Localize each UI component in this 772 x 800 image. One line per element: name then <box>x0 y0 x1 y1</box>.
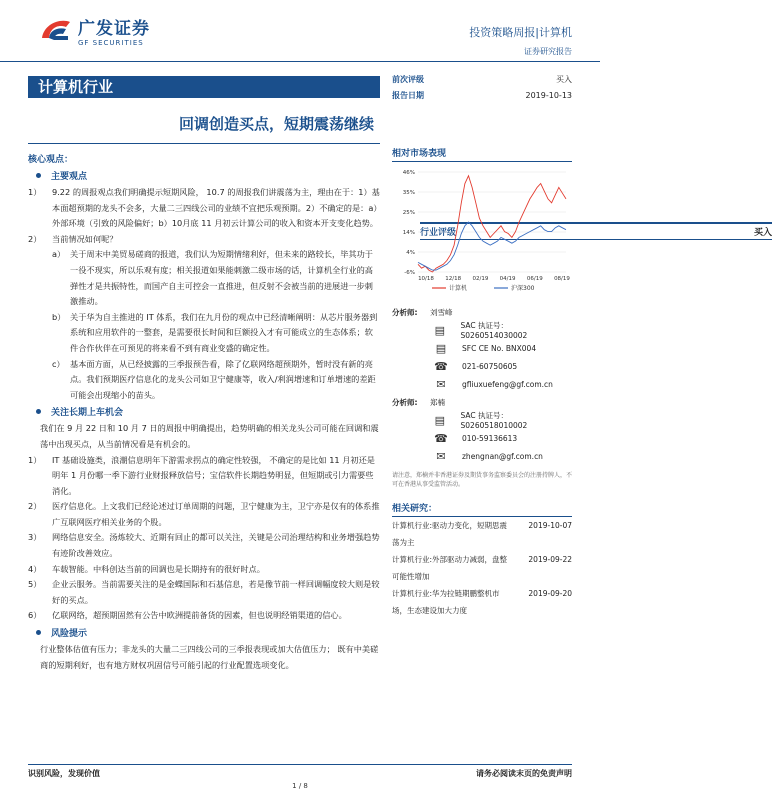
analyst-1-name: 刘雪峰 <box>430 307 453 317</box>
legend-label: 计算机 <box>449 285 468 292</box>
analyst-2-sac: SAC 执证号：S0260518010002 <box>460 411 528 430</box>
legend-label: 沪深300 <box>511 285 535 292</box>
company-logo <box>38 14 150 47</box>
id-card-icon: ▤ <box>435 341 447 355</box>
rating-label: 行业评级 <box>420 228 457 238</box>
report-type: 投资策略周报|计算机 <box>469 26 572 39</box>
report-date-label: 报告日期 <box>392 91 424 100</box>
logo-en-text: GF SECURITIES <box>78 39 144 47</box>
main-content <box>28 150 380 673</box>
main-points-heading: 主要观点 <box>36 169 380 182</box>
point-1: 1） 9.22 的周报观点我们明确提示短期风险， 10.7 的周报我们讲震荡为主，理由在于：1）基本面超预期的龙头不会多，大量二三四线公司的业绩不宜把乐观预期。2）不确定的是：a）外部环境（引致的风险偏好；b）10月底 11 月初云计算公司的收入和资本开支变化趋势。 <box>28 187 380 229</box>
prev-rating-value: 买入 <box>556 75 572 84</box>
focus-intro: 我们在 9 月 22 日和 10 月 7 日的周报中明确提出，趋势明确的相关龙头公司可能在回调和震荡中出现买点，从当前情况看是有机会的。 <box>40 423 379 449</box>
report-header <box>0 0 600 62</box>
phone-icon: ☎ <box>434 359 448 373</box>
analyst-1-sac-row <box>392 321 572 339</box>
relative-performance-chart <box>392 162 572 297</box>
series-line-1 <box>418 222 566 270</box>
x-tick-label: 06/19 <box>526 276 543 282</box>
risk-heading: 风险提示 <box>36 626 380 639</box>
related-title: 相关研究： <box>392 501 572 517</box>
x-tick-label: 08/19 <box>554 276 570 282</box>
analyst-1-mail-row <box>392 375 572 393</box>
bullet-dot-icon <box>36 409 41 414</box>
analyst-2-mail-row <box>392 447 572 465</box>
analyst-2-mail[interactable]: zhengnan@gf.com.cn <box>462 451 543 461</box>
analyst-1-name-row <box>392 303 572 321</box>
analyst-2-sac-row <box>392 411 572 429</box>
point-2a: a） 关于周末中美贸易磋商的报道，我们认为短期情绪利好，但未来的路较长，毕其功于一役不现实，所以乐观有度；相关报道如果能刺激二级市场的话，计算机全行业的高弹性才是共振特性，而国产自主可控会一直推进，但反射不会被当前的进展进一步刺激推动。 <box>52 249 373 307</box>
focus-heading: 关注长期上车机会 <box>36 405 380 418</box>
x-tick-label: 02/19 <box>472 276 489 282</box>
analyst-disclaimer: 请注意，郑楠并非香港证券及期货事务监察委员会的注册持牌人，不可在香港从事受监管活动。 <box>392 472 573 488</box>
focus-4: 4） 车载智能。中科创达当前的回调也是长期持有的很好时点。 <box>28 563 265 574</box>
x-tick-label: 12/18 <box>445 276 462 282</box>
related-item[interactable]: 计算机行业:华为拉链期鹏整机市场，生态建设加大力度 2019-09-20 <box>392 589 572 615</box>
x-tick-label: 10/18 <box>418 276 434 282</box>
related-item[interactable]: 计算机行业:驱动力变化，短期思震荡为主 2019-10-07 <box>392 521 572 547</box>
point-2c: c） 基本面方面，从已经披露的三季报预告看，除了亿联网络超预期外，暂时没有新的亮点。我们预期医疗信息化的龙头公司如卫宁健康等，收入/利润增速和订单增速的差距可能会出现缩小的苗头。 <box>52 358 376 400</box>
focus-2: 2） 医疗信息化。上文我们已经论述过订单周期的问题，卫宁健康为主，卫宁亦是仅有的体系推广互联网医疗相关业务的个股。 <box>28 501 380 527</box>
series-line-0 <box>418 176 566 272</box>
related-research <box>392 501 572 619</box>
focus-6: 6） 亿联网络，超预期固然有公告中欧洲提前备货的因素，但也说明经销渠道的信心。 <box>28 610 347 621</box>
focus-1: 1） IT 基础设施类，浪潮信息明年下游需求拐点的确定性较强， 不确定的是比如 11 月初还是明年 1 月份哪一季下游行业财报释放信号；宝信软件长期趋势明显，但短期或引力需要些消化。 <box>28 454 375 496</box>
rating-value: 买入 <box>753 228 772 238</box>
core-title: 核心观点： <box>28 155 74 165</box>
analyst-label: 分析师: <box>392 307 418 317</box>
y-tick-label: -6% <box>404 270 415 276</box>
report-subtype: 证券研究报告 <box>524 47 572 56</box>
y-tick-label: 35% <box>402 190 415 196</box>
report-date-value: 2019-10-13 <box>525 91 572 100</box>
related-item[interactable]: 计算机行业:外部驱动力减弱，盘整可能性增加 2019-09-22 <box>392 555 572 581</box>
gf-logo-icon <box>38 16 74 46</box>
industry-title: 计算机行业 <box>28 76 380 98</box>
analyst-1-mail[interactable]: gfliuxuefeng@gf.com.cn <box>462 379 553 389</box>
report-date-row <box>392 88 572 104</box>
analyst-1-tel: 021-60750605 <box>462 361 518 371</box>
y-tick-label: 25% <box>402 210 415 216</box>
footer-disclaimer: 请务必阅读末页的免责声明 <box>476 769 572 778</box>
logo-cn-text: 广发证券 <box>78 19 150 39</box>
analyst-2-name: 郑楠 <box>430 397 445 407</box>
point-2: 2） 当前情况如何呢？ <box>28 233 118 244</box>
analyst-2-tel: 010-59136613 <box>462 433 518 443</box>
prev-rating-row <box>392 72 572 88</box>
analyst-block <box>392 303 572 465</box>
analyst-1-sfc-row <box>392 339 572 357</box>
analyst-label: 分析师: <box>392 397 418 407</box>
y-tick-label: 46% <box>402 170 415 176</box>
chart-title: 相对市场表现 <box>392 146 572 162</box>
analyst-2-tel-row <box>392 429 572 447</box>
id-card-icon: ▤ <box>434 323 445 337</box>
id-card-icon: ▤ <box>434 413 445 427</box>
prev-rating-label: 前次评级 <box>392 75 424 84</box>
sidebar <box>392 146 572 619</box>
analyst-2-name-row <box>392 393 572 411</box>
report-headline: 回调创造买点，短期震荡继续 <box>28 104 380 144</box>
footer-slogan: 识别风险，发现价值 <box>28 769 100 778</box>
page-number: 1 / 8 <box>292 782 308 790</box>
bullet-dot-icon <box>36 173 41 178</box>
analyst-1-sac: SAC 执证号：S0260514030002 <box>460 321 528 340</box>
point-2b: b） 关于华为自主推进的 IT 体系，我们在九月份的观点中已经清晰阐明：从芯片服务器到系统和应用软件的一整套，是需要很长时间和巨额投入才有可能成立的生态体系；软件合作伙伴在可预见的将来看不到有商业变盛的确定性。 <box>52 311 378 353</box>
focus-5: 5） 企业云服务。当前需要关注的是金蝶国际和石基信息，若是像节前一样回调幅度较大则是较好的买点。 <box>28 579 380 605</box>
y-tick-label: 4% <box>406 250 415 256</box>
mail-icon: ✉ <box>436 449 446 463</box>
analyst-1-tel-row <box>392 357 572 375</box>
phone-icon: ☎ <box>434 431 448 445</box>
mail-icon: ✉ <box>436 377 446 391</box>
focus-3: 3） 网络信息安全。汤炼较大、近期有回止的都可以关注，关键是公司治理结构和业务增强趋势有迹阶改善效应。 <box>28 532 380 559</box>
x-tick-label: 04/19 <box>499 276 516 282</box>
risk-text: 行业整体估值有压力；非龙头的大量二三四线公司的三季报表现或加大估值压力； 既有中美磋商的短期利好，也有地方财权巩固信号可能引起的行业配置选项变化。 <box>40 644 379 670</box>
y-tick-label: 14% <box>402 230 415 236</box>
analyst-1-sfc: SFC CE No. BNX004 <box>462 343 537 353</box>
page-footer <box>28 764 572 779</box>
chart-svg <box>392 162 572 297</box>
bullet-dot-icon <box>36 630 41 635</box>
